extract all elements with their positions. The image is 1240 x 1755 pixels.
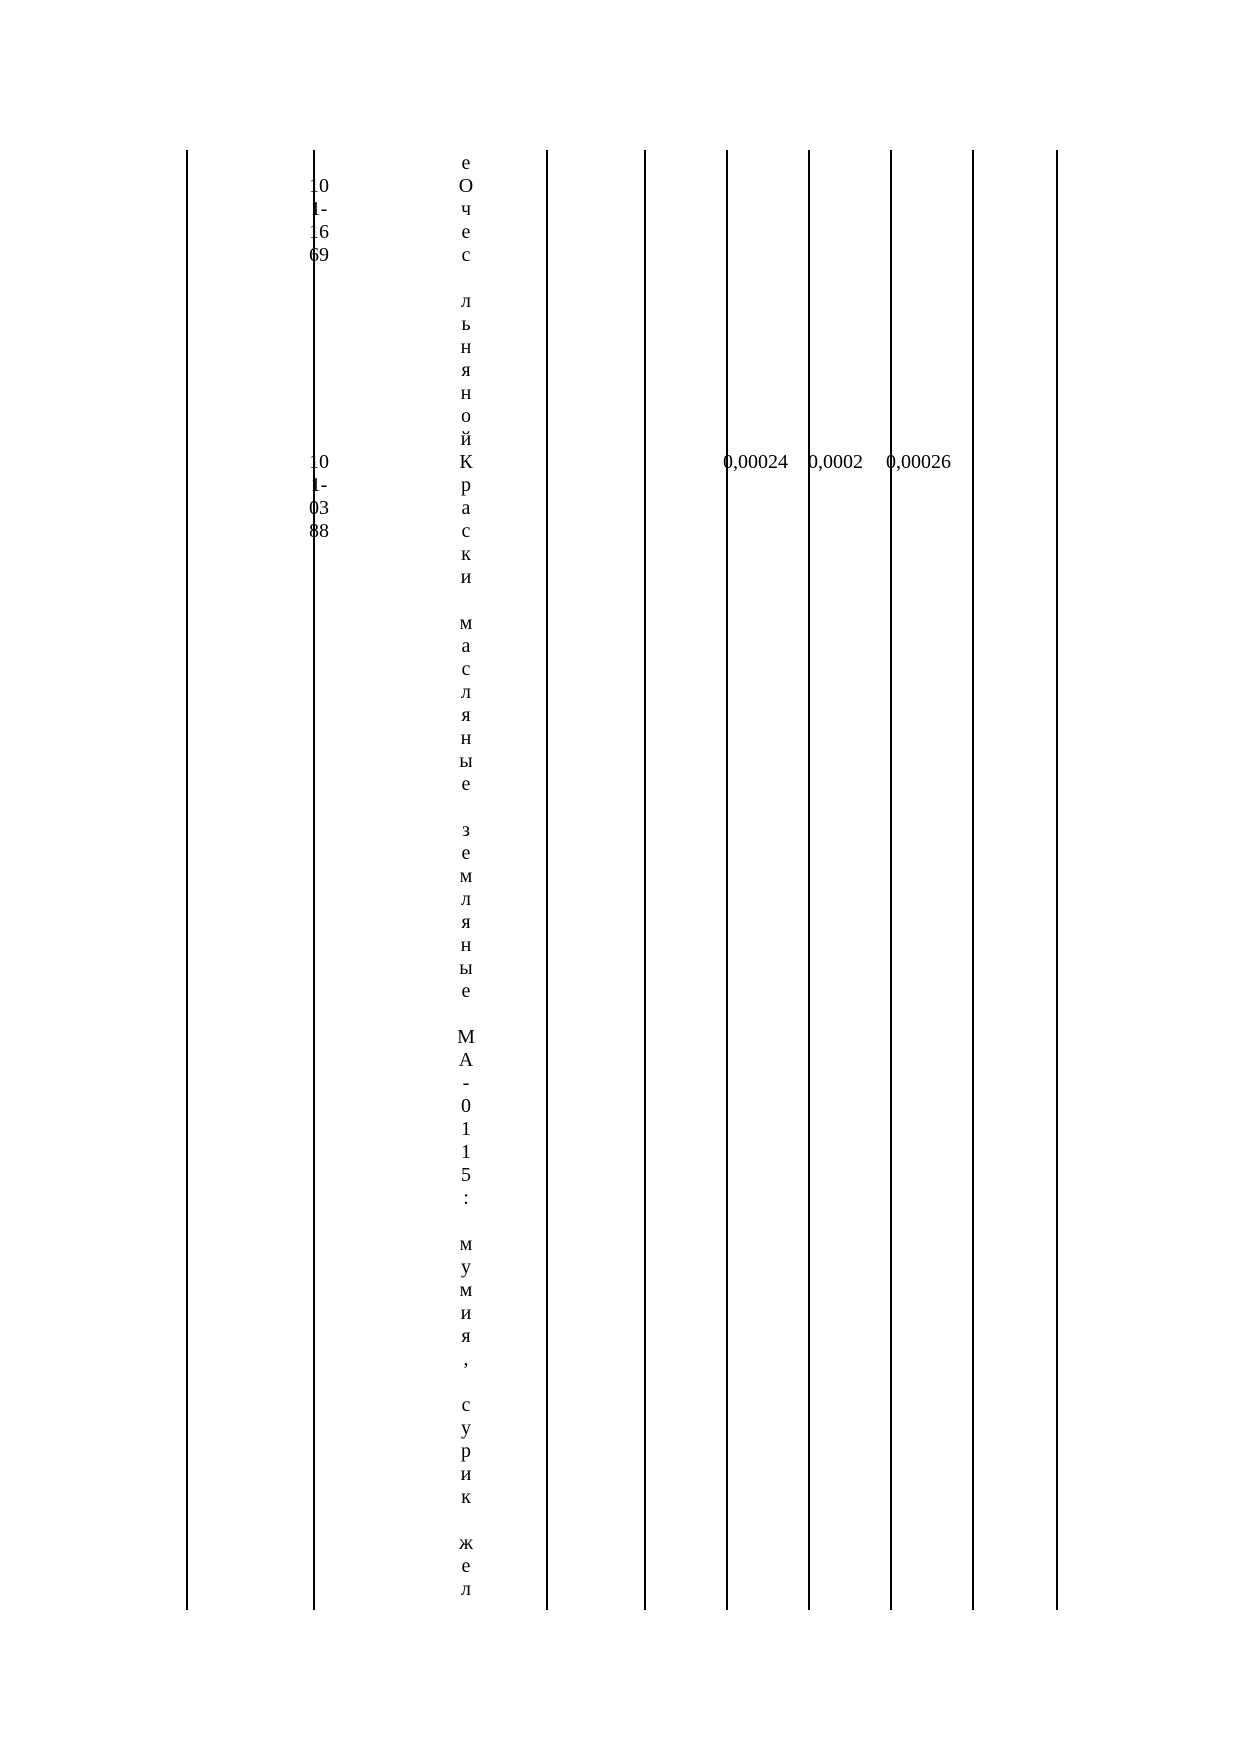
table-column-divider [972, 150, 974, 1610]
table-column-divider [546, 150, 548, 1610]
row-1-name: О ч е с л ь н я н о й [458, 175, 474, 450]
row-2-name: К р а с к и м а с л я н ы е з е м л я н ы е М А - 0 1 1 5 : м у м и я , с у р и к ж е л [457, 451, 475, 1600]
row-2-value-1: 0,00024 [723, 451, 788, 473]
row-2-code: 10 1- 03 88 [309, 451, 329, 542]
table-column-divider [313, 150, 315, 1610]
table-column-divider [186, 150, 188, 1610]
table-column-divider [1056, 150, 1058, 1610]
table-column-divider [726, 150, 728, 1610]
row-1-name-tail: е [461, 152, 471, 174]
table-column-divider [890, 150, 892, 1610]
table-column-divider [644, 150, 646, 1610]
row-1-code: 10 1- 16 69 [309, 175, 329, 266]
row-2-value-3: 0,00026 [886, 451, 951, 473]
row-2-value-2: 0,0002 [808, 451, 863, 473]
table-column-divider [808, 150, 810, 1610]
